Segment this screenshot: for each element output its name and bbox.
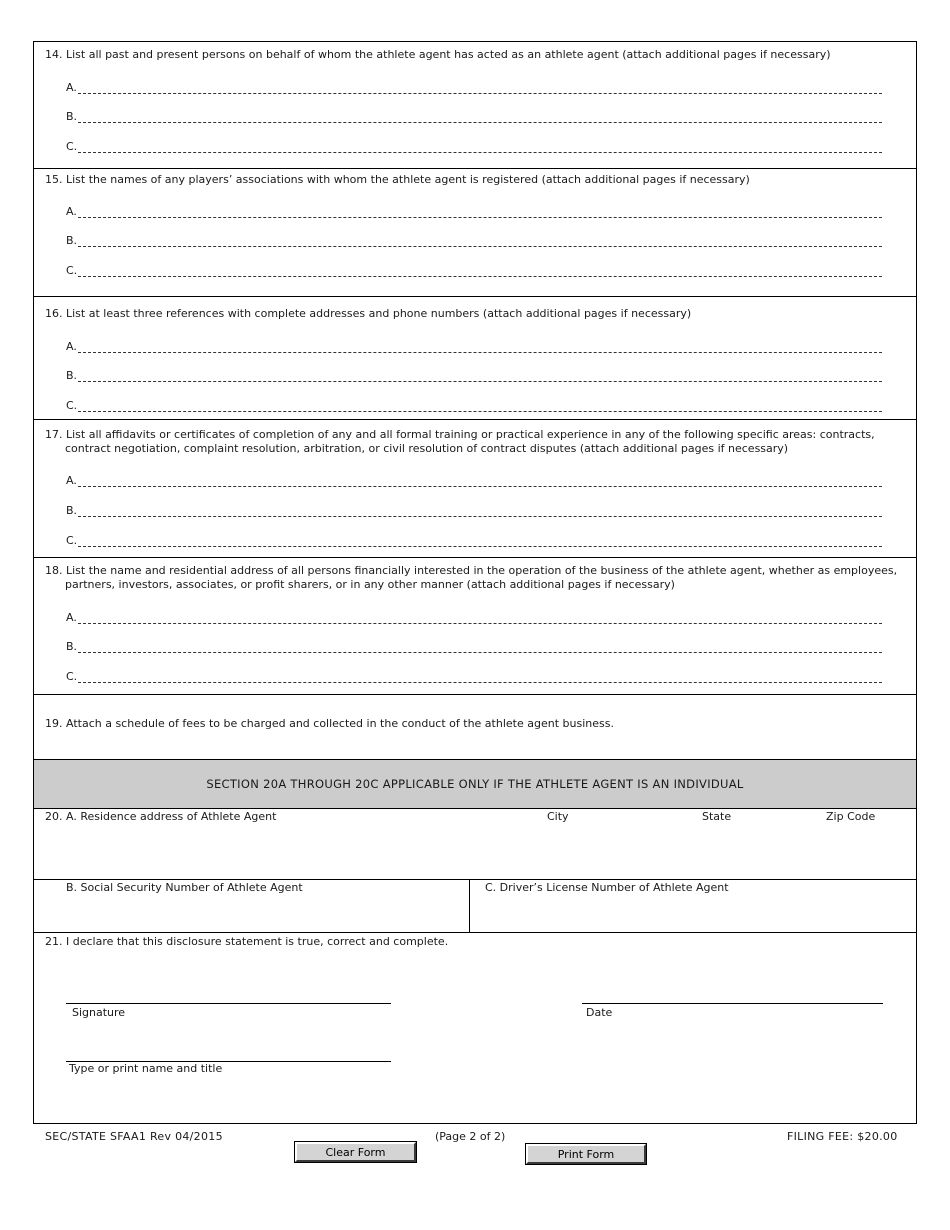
q14-line-c[interactable]: C. <box>66 141 882 153</box>
q15-line-a[interactable]: A. <box>66 206 882 218</box>
q16-line-b[interactable]: B. <box>66 370 882 382</box>
q17-line-c[interactable]: C. <box>66 535 882 547</box>
column-divider <box>469 879 470 932</box>
ssn-field[interactable] <box>40 896 465 930</box>
section-20-banner: SECTION 20A THROUGH 20C APPLICABLE ONLY IF THE ATHLETE AGENT IS AN INDIVIDUAL <box>34 760 916 808</box>
question-16-text: 16. List at least three references with complete addresses and phone numbers (attach additional pages if necessary) <box>45 307 692 320</box>
q16-line-c[interactable]: C. <box>66 400 882 412</box>
question-18-text: 18. List the name and residential address of all persons financially interested in the operation of the business of the athlete agent, whether as employees, partners, investors, associates, or profit sharers, or in any other manner (attach additional pages if necessary) <box>45 564 898 591</box>
residence-address-label: 20. A. Residence address of Athlete Agent <box>45 810 277 823</box>
question-19 <box>45 717 910 731</box>
q15-line-b[interactable]: B. <box>66 235 882 247</box>
divider <box>33 879 917 880</box>
name-title-label: Type or print name and title <box>69 1062 223 1075</box>
divider <box>33 557 917 558</box>
q15-line-c[interactable]: C. <box>66 265 882 277</box>
divider <box>33 419 917 420</box>
state-label: State <box>702 810 732 823</box>
question-14 <box>45 48 910 62</box>
zip-code-label: Zip Code <box>826 810 876 823</box>
city-label: City <box>547 810 569 823</box>
page-number: (Page 2 of 2) <box>435 1130 506 1143</box>
question-16 <box>45 307 910 321</box>
filing-fee: FILING FEE: $20.00 <box>787 1130 898 1143</box>
signature-line[interactable] <box>66 1003 391 1004</box>
question-17 <box>45 428 910 456</box>
question-15-text: 15. List the names of any players’ associations with whom the athlete agent is registered (attach additional pages if necessary) <box>45 173 750 186</box>
question-19-text: 19. Attach a schedule of fees to be charged and collected in the conduct of the athlete agent business. <box>45 717 614 730</box>
q16-line-a[interactable]: A. <box>66 341 882 353</box>
drivers-license-label: C. Driver’s License Number of Athlete Agent <box>485 881 729 894</box>
signature-label: Signature <box>72 1006 126 1019</box>
q17-line-b[interactable]: B. <box>66 505 882 517</box>
q14-line-a[interactable]: A. <box>66 82 882 94</box>
date-label: Date <box>586 1006 613 1019</box>
ssn-label: B. Social Security Number of Athlete Agent <box>66 881 303 894</box>
divider <box>33 694 917 695</box>
date-line[interactable] <box>582 1003 883 1004</box>
divider <box>33 932 917 933</box>
clear-form-button[interactable]: Clear Form <box>295 1142 416 1162</box>
divider <box>33 296 917 297</box>
q18-line-a[interactable]: A. <box>66 612 882 624</box>
print-form-button[interactable]: Print Form <box>526 1144 646 1164</box>
declaration-text: 21. I declare that this disclosure statement is true, correct and complete. <box>45 935 449 948</box>
q17-line-a[interactable]: A. <box>66 475 882 487</box>
question-17-text: 17. List all affidavits or certificates of completion of any and all formal training or practical experience in any of the following specific areas: contracts, contract negotiation, complaint resolution, arbitration, or civil resolution of contract disputes (attach additional pages if necessary) <box>45 428 875 455</box>
q18-line-b[interactable]: B. <box>66 641 882 653</box>
drivers-license-field[interactable] <box>475 896 913 930</box>
question-15 <box>45 173 910 187</box>
residence-address-field[interactable] <box>40 826 910 876</box>
question-18 <box>45 564 910 592</box>
q14-line-b[interactable]: B. <box>66 111 882 123</box>
divider <box>33 168 917 169</box>
q18-line-c[interactable]: C. <box>66 671 882 683</box>
divider <box>33 808 917 809</box>
form-id: SEC/STATE SFAA1 Rev 04/2015 <box>45 1130 223 1143</box>
question-14-text: 14. List all past and present persons on behalf of whom the athlete agent has acted as an athlete agent (attach additional pages if necessary) <box>45 48 831 61</box>
